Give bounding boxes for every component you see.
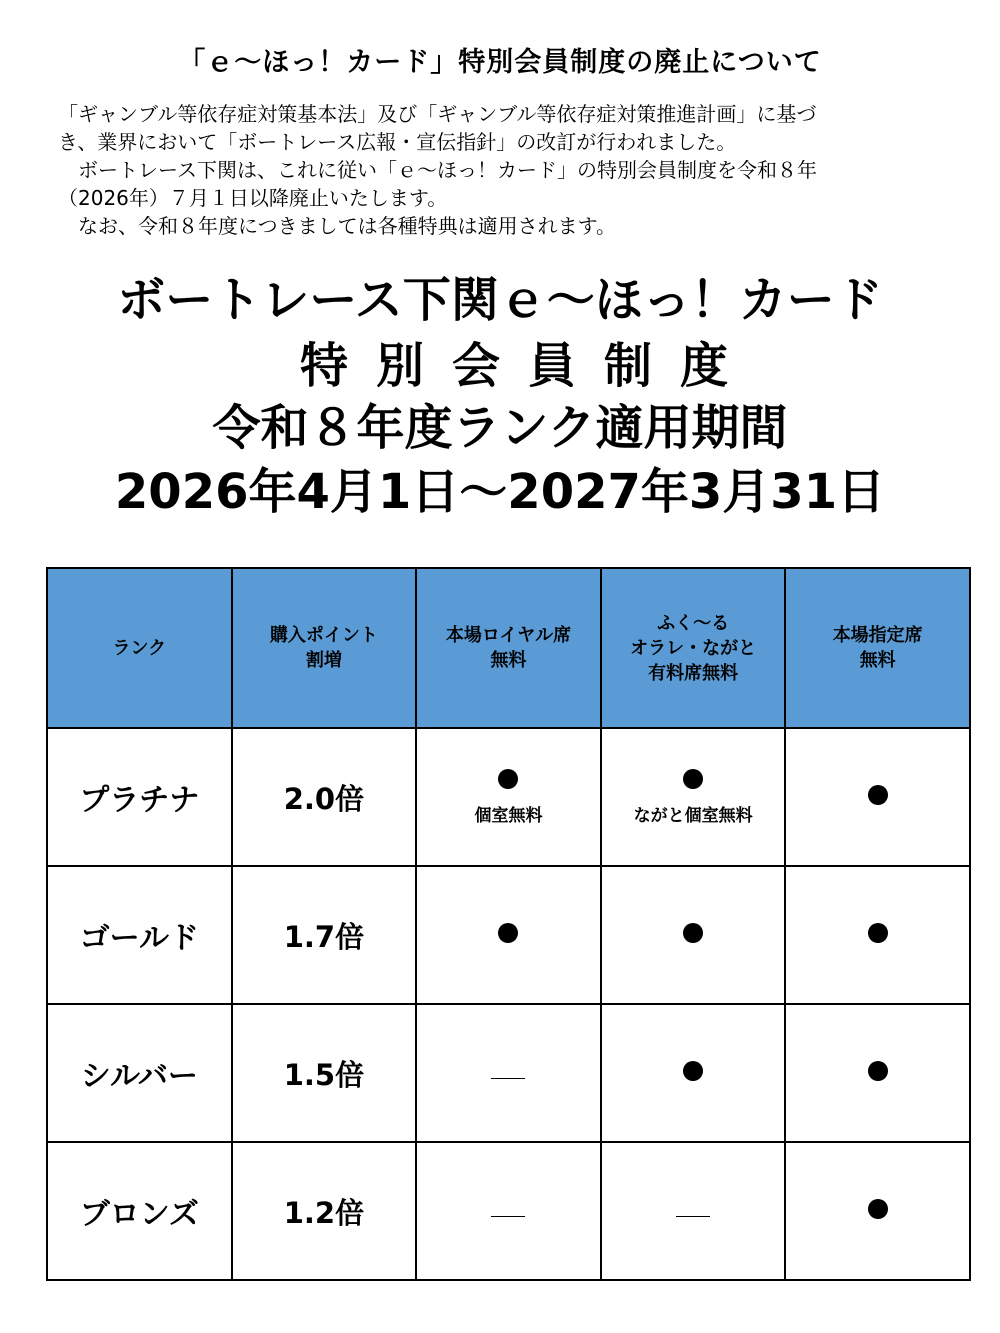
rank-name-cell: ブロンズ [47,1142,232,1280]
table-row [47,728,970,866]
rank-name-cell: シルバー [47,1004,232,1142]
included-dot-icon [683,1061,703,1081]
not-included-dash-icon [676,1216,710,1217]
notice-paragraph: なお、令和８年度につきましては各種特典は適用されます。 [58,214,616,238]
rank-name-cell: プラチナ [47,728,232,866]
notice-paragraph: 「ギャンブル等依存症対策基本法」及び「ギャンブル等依存症対策推進計画」に基づ [58,102,817,126]
included-dot-icon [868,1199,888,1219]
reserved-benefit-cell [785,1004,970,1142]
notice-paragraph: （2026年）７月１日以降廃止いたします。 [58,186,448,210]
included-dot-icon [868,785,888,805]
reserved-benefit-cell [785,866,970,1004]
included-dot-icon [868,1061,888,1081]
included-dot-icon [868,923,888,943]
multiplier-cell: 1.5倍 [232,1004,417,1142]
header-point-bonus: 購入ポイント 割増 [232,568,417,728]
fukuru-benefit-cell [601,1004,786,1142]
table-row [47,1004,970,1142]
reserved-benefit-cell [785,728,970,866]
included-dot-icon [683,769,703,789]
notice-title: 「ｅ～ほっ！カード」特別会員制度の廃止について [178,47,822,78]
headline-period-label: 令和８年度ランク適用期間 [212,400,788,456]
not-included-dash-icon [491,1216,525,1217]
royal-benefit-cell [416,1004,601,1142]
multiplier-cell: 1.7倍 [232,866,417,1004]
fukuru-benefit-cell [601,728,786,866]
included-dot-icon [683,923,703,943]
header-satellite-seat: ふく～る オラレ・ながと 有料席無料 [601,568,786,728]
header-reserved-seat: 本場指定席 無料 [785,568,970,728]
royal-benefit-cell [416,866,601,1004]
header-rank: ランク [47,568,232,728]
table-row [47,1142,970,1280]
notice-paragraph: き、業界において「ボートレース広報・宣伝指針」の改訂が行われました。 [58,130,737,154]
royal-benefit-cell [416,1142,601,1280]
headline-card-name: ボートレース下関ｅ～ほっ！カード [117,272,883,328]
rank-benefits-table [46,567,971,1281]
fukuru-benefit-cell [601,866,786,1004]
included-dot-icon [498,769,518,789]
notice-paragraph: ボートレース下関は、これに従い「ｅ～ほっ！カード」の特別会員制度を令和８年 [58,158,817,182]
benefit-note: ながと個室無料 [633,805,753,826]
fukuru-benefit-cell [601,1142,786,1280]
header-royal-seat: 本場ロイヤル席 無料 [416,568,601,728]
included-dot-icon [498,923,518,943]
royal-benefit-cell [416,728,601,866]
headline-period-dates: 2026年4月1日～2027年3月31日 [114,464,886,520]
not-included-dash-icon [491,1078,525,1079]
benefit-note: 個室無料 [474,805,543,826]
rank-name-cell: ゴールド [47,866,232,1004]
reserved-benefit-cell [785,1142,970,1280]
multiplier-cell: 1.2倍 [232,1142,417,1280]
multiplier-cell: 2.0倍 [232,728,417,866]
notice-body [58,100,970,240]
table-row [47,866,970,1004]
table-header-row [47,568,970,728]
headline-program-name: 特別会員制度 [299,338,756,394]
